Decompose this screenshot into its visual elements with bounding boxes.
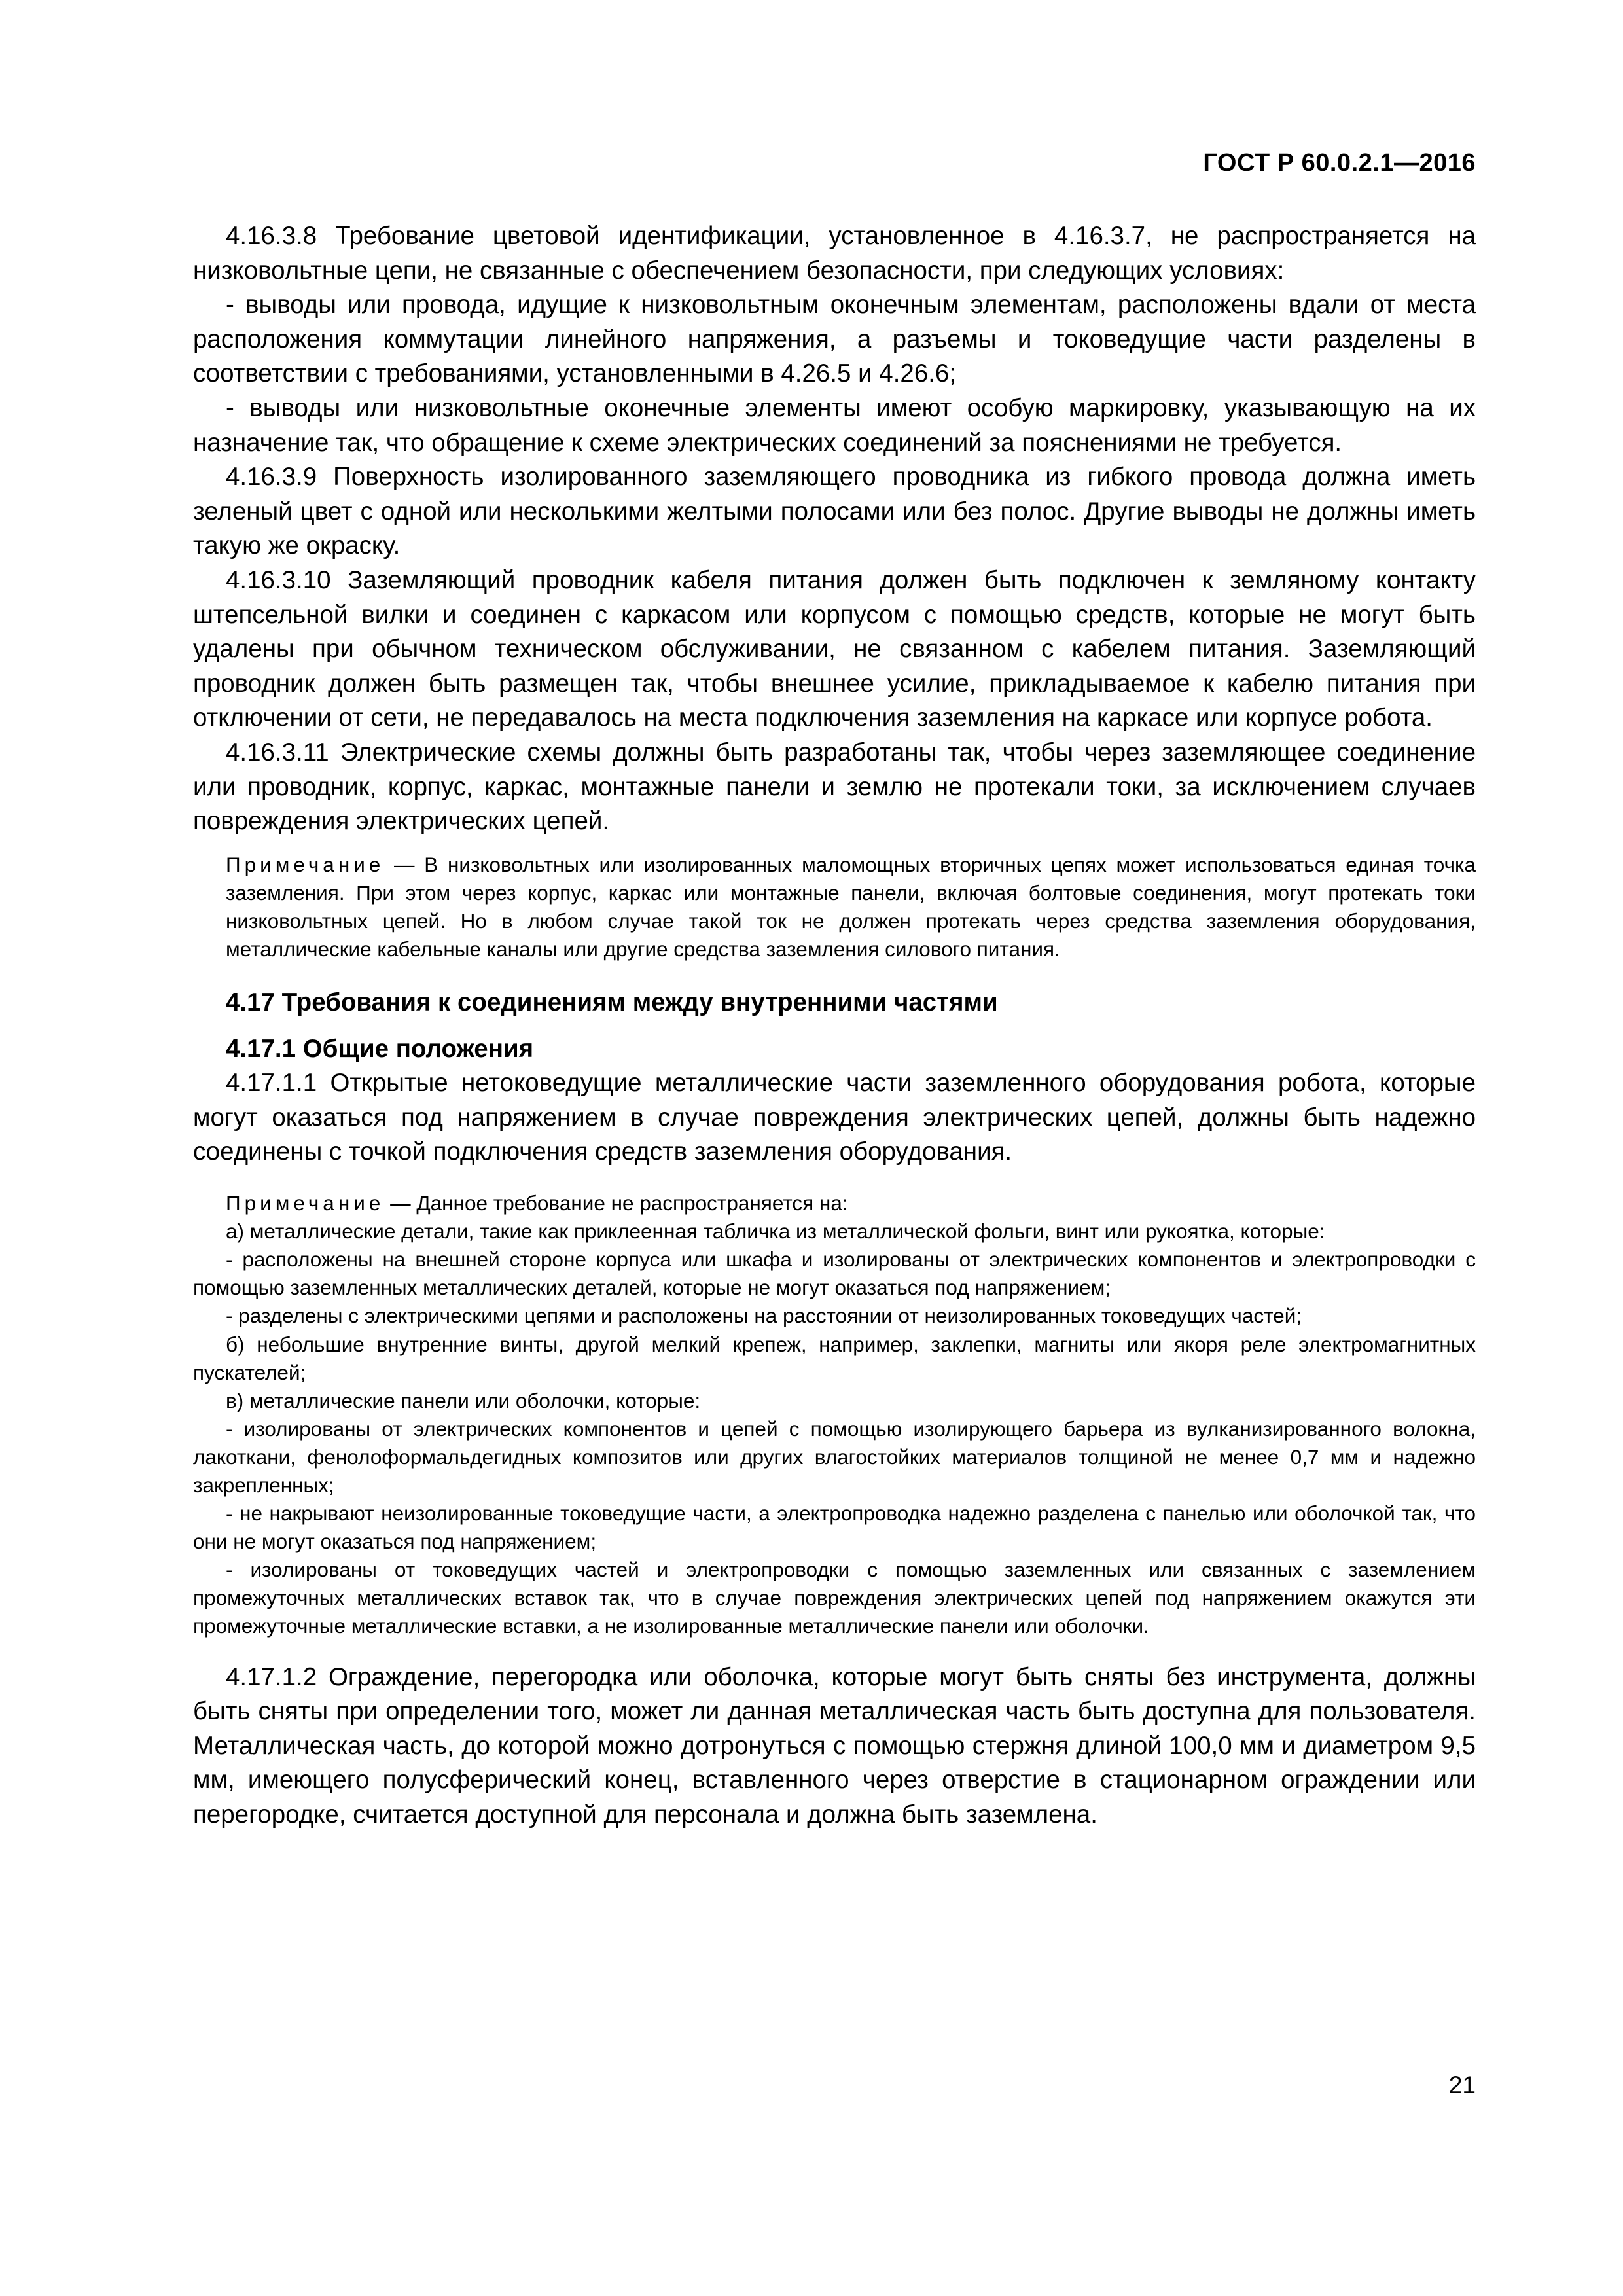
list-item: - выводы или низковольтные оконечные элементы имеют особую маркировку, указывающую на их назначение так, что обращение к схеме электрических соединений за пояснениями не требуется. [193, 393, 1476, 457]
note-item: - не накрывают неизолированные токоведущие части, а электропроводка надежно разделена с панелью или оболочкой так, что они не могут оказаться под напряжением; [193, 1501, 1476, 1554]
note-label: Примечание [226, 852, 385, 876]
subsection-heading-4-17-1: 4.17.1 Общие положения [226, 1034, 534, 1063]
note-item: - изолированы от электрических компонентов и цепей с помощью изолирующего барьера из вулканизированного волокна, лакоткани, фенолоформальдегидных композитов или других влагостойких материалов толщиной не менее 0,7 мм и надежно закрепленных; [193, 1416, 1476, 1497]
note-item: - расположены на внешней стороне корпуса или шкафа и изолированы от электрических компонентов и электропроводки с помощью заземленных металлических деталей, которые не могут оказаться под напряжением; [193, 1247, 1476, 1300]
paragraph-4-16-3-11: 4.16.3.11 Электрические схемы должны быть разработаны так, чтобы через заземляющее соединение или проводник, корпус, каркас, монтажные панели и землю не протекали токи, за исключением случаев повреждения электрических цепей. [193, 738, 1476, 836]
paragraph-4-16-3-9: 4.16.3.9 Поверхность изолированного заземляющего проводника из гибкого провода должна иметь зеленый цвет с одной или несколькими желтыми полосами или без полос. Другие выводы не должны иметь такую же окраску. [193, 463, 1476, 560]
note-2 [193, 1189, 1476, 1217]
list-item: - выводы или провода, идущие к низковольтным оконечным элементам, расположены вдали от места расположения коммутации линейного напряжения, а разъемы и токоведущие части разделены в соответствии с требованиями, установленными в 4.26.5 и 4.26.6; [193, 291, 1476, 388]
note-text: — Данное требование не распространяется на: [384, 1191, 848, 1215]
paragraph-4-16-3-8: 4.16.3.8 Требование цветовой идентификации, установленное в 4.16.3.7, не распространяется на низковольтные цепи, не связанные с обеспечением безопасности, при следующих условиях: [193, 222, 1476, 285]
paragraph-4-17-1-2: 4.17.1.2 Ограждение, перегородка или оболочка, которые могут быть сняты без инструмента, должны быть сняты при определении того, может ли данная металлическая часть быть доступна для пользователя. Металлическая часть, до которой можно дотронуться с помощью стержня длиной 100,0 мм и диаметром 9,5 мм, имеющего полусферический конец, вставленного через отверстие в стационарном ограждении или перегородке, считается доступной для персонала и должна быть заземлена. [193, 1662, 1476, 1829]
document-body [193, 219, 1476, 1833]
note-item: - изолированы от токоведущих частей и электропроводки с помощью заземленных или связанных с заземлением промежуточных металлических вставок так, что в случае повреждения электрических цепей под напряжением окажутся эти промежуточные металлические вставки, а не изолированные металлические панели или оболочки. [193, 1558, 1476, 1638]
note-label: Примечание [226, 1191, 385, 1215]
paragraph-4-17-1-1: 4.17.1.1 Открытые нетоковедущие металлические части заземленного оборудования робота, которые могут оказаться под напряжением в случае повреждения электрических цепей, должны быть надежно соединены с точкой подключения средств заземления оборудования. [193, 1069, 1476, 1166]
document-header: ГОСТ Р 60.0.2.1—2016 [1203, 149, 1476, 177]
note-item: б) небольшие внутренние винты, другой мелкий крепеж, например, заклепки, магниты или якоря реле электромагнитных пускателей; [193, 1332, 1476, 1384]
note-item: в) металлические панели или оболочки, которые: [226, 1388, 701, 1412]
page-number: 21 [1448, 2072, 1476, 2098]
note-item: а) металлические детали, такие как приклеенная табличка из металлической фольги, винт или рукоятка, которые: [226, 1219, 1325, 1244]
note-text: — В низковольтных или изолированных маломощных вторичных цепях может использоваться единая точка заземления. При этом через корпус, каркас или монтажные панели, включая болтовые соединения, могут протекать токи низковольтных цепей. Но в любом случае такой ток не должен протекать через средства заземления оборудования, металлические кабельные каналы или другие средства заземления силового питания. [226, 852, 1476, 961]
note-item: - разделены с электрическими цепями и расположены на расстоянии от неизолированных токоведущих частей; [226, 1304, 1302, 1328]
section-heading-4-17: 4.17 Требования к соединениям между внутренними частями [226, 988, 998, 1017]
note-1 [193, 851, 1476, 963]
paragraph-4-16-3-10: 4.16.3.10 Заземляющий проводник кабеля питания должен быть подключен к земляному контакту штепсельной вилки и соединен с каркасом или корпусом с помощью средств, которые не могут быть удалены при обычном техническом обслуживании, не связанном с кабелем питания. Заземляющий проводник должен быть размещен так, чтобы внешнее усилие, прикладываемое к кабелю питания при отключении от сети, не передавалось на места подключения заземления на каркасе или корпусе робота. [193, 565, 1476, 732]
